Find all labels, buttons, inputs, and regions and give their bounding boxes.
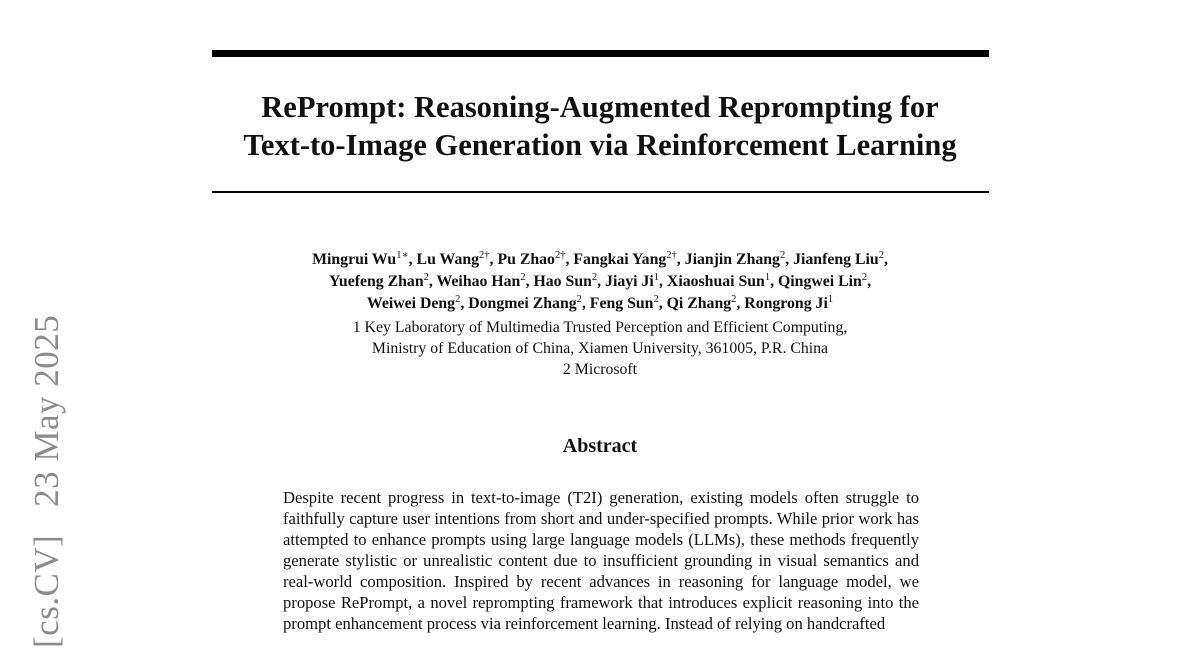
arxiv-category: [cs.CV] [27, 534, 66, 648]
author-fangkai-yang: Fangkai Yang$^{2\dagger}$ [573, 250, 677, 268]
title-line-2: Text-to-Image Generation via Reinforcement Learning [243, 128, 957, 162]
author-hao-sun: Hao Sun$^2$ [533, 272, 598, 290]
author-list: Mingrui $Wu^{1∗}$, Lu Wang$^{2\dagger}$, Pu Zhao$^{2\dagger}$, Fangkai Yang$^{2\dagger}$, Jianjin Zhang$^2$, Jianfeng Liu$^2$, Yuefeng Zhan$^2$, Weihao Han$^2$, Hao Sun$^2$, Jiayi Ji$^1$, Xiaoshuai Sun$^1$, Qingwei Lin$^2$, Weiwei Deng$^2$, Dongmei Zhang$^2$, Feng Sun$^2$, Qi Zhang$^2$, Rongrong Ji$^1$ [312, 250, 888, 312]
author-lu-wang: Lu Wang$^{2\dagger}$ [416, 250, 490, 268]
title-line-1: RePrompt: Reasoning-Augmented Reprompting for [261, 90, 939, 124]
author-yuefeng-zhan: Yuefeng Zhan$^2$ [328, 272, 429, 290]
arxiv-stamp [25, 315, 69, 648]
author-qi-zhang: Qi Zhang$^2$ [666, 294, 737, 312]
affiliation-line: 1 Key Laboratory of Multimedia Trusted Perception and Efficient Computing, [352, 319, 848, 336]
author-jianjin-zhang: Jianjin Zhang$^2$ [684, 250, 786, 268]
title-bottom-rule [212, 191, 989, 193]
author-dongmei-zhang: Dongmei Zhang$^2$ [468, 294, 582, 312]
author-jianfeng-liu: Jianfeng Liu$^2$ [793, 250, 884, 268]
affiliations [150, 317, 1050, 380]
author-weihao-han: Weihao Han$^2$ [436, 272, 526, 290]
author-mingrui-wu: Mingrui $Wu^{1∗}$ [312, 250, 409, 268]
affiliation-line: Ministry of Education of China, Xiamen University, 361005, P.R. China [371, 340, 829, 357]
paper-title [150, 88, 1050, 164]
author-qingwei-lin: Qingwei Lin$^2$ [777, 272, 868, 290]
affiliation-line: 2 Microsoft [562, 361, 638, 378]
abstract-heading: Abstract [562, 435, 638, 457]
arxiv-date: 23 May 2025 [27, 314, 66, 507]
author-pu-zhao: Pu Zhao$^{2\dagger}$ [497, 250, 566, 268]
author-weiwei-deng: Weiwei Deng$^2$ [366, 294, 461, 312]
abstract-body: Despite recent progress in text-to-image (T2I) generation, existing models often struggle to faithfully capture user intentions from short and under-specified prompts. While prior work has attempted to enhance prompts using large language models (LLMs), these methods frequently generate stylistic or unrealistic content due to insufficient grounding in visual semantics and real-world composition. Inspired by recent advances in reasoning for language model, we propose RePrompt, a novel reprompting framework that introduces explicit reasoning into the prompt enhancement process via reinforcement learning. Instead of relying on handcrafted [283, 488, 919, 633]
title-top-rule [212, 50, 989, 57]
author-rongrong-ji: Rongrong Ji$^1$ [744, 294, 834, 312]
author-xiaoshuai-sun: Xiaoshuai Sun$^1$ [666, 272, 771, 290]
author-feng-sun: Feng Sun$^2$ [589, 294, 659, 312]
author-jiayi-ji: Jiayi Ji$^1$ [605, 272, 660, 290]
